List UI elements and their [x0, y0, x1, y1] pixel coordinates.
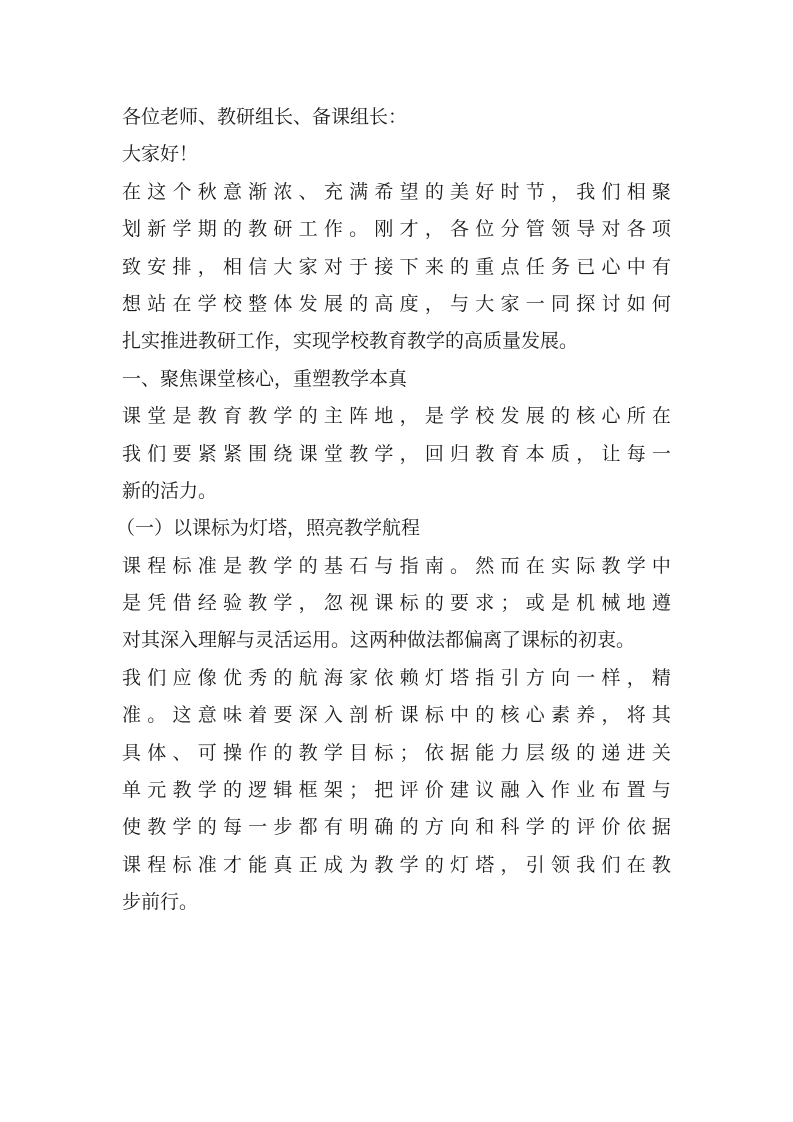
paragraph-line: 扎实推进教研工作，实现学校教育教学的高质量发展。: [122, 330, 579, 353]
greeting: 大家好！: [122, 143, 199, 166]
paragraph-line: 课 程 标 准 才 能 真 正 成 为 教 学 的 灯 塔 ， 引 领 我 们 在 教: [122, 853, 671, 876]
paragraph-line: 步前行。: [122, 891, 199, 914]
paragraph-line: 想 站 在 学 校 整 体 发 展 的 高 度 ， 与 大 家 一 同 探 讨 如 何: [122, 292, 671, 315]
section-heading: 一、聚焦课堂核心，重塑教学本真: [122, 367, 408, 390]
paragraph-line: 致 安 排 ， 相 信 大 家 对 于 接 下 来 的 重 点 任 务 已 心 中 有: [122, 255, 671, 278]
salutation: 各位老师、教研组长、备课组长：: [122, 106, 408, 128]
paragraph-line: 准 。 这 意 味 着 要 深 入 剖 析 课 标 中 的 核 心 素 养 ， 将 其: [122, 704, 671, 727]
paragraph-line: 划 新 学 期 的 教 研 工 作 。 刚 才 ， 各 位 分 管 领 导 对 各 项: [122, 218, 671, 241]
paragraph-line: 对其深入理解与灵活运用。这两种做法都偏离了课标的初衷。: [122, 629, 636, 652]
subsection-heading: （一）以课标为灯塔，照亮教学航程: [116, 517, 421, 540]
paragraph-line: 是 凭 借 经 验 教 学 ， 忽 视 课 标 的 要 求 ； 或 是 机 械 地 遵: [122, 592, 671, 615]
paragraph-line: 使 教 学 的 每 一 步 都 有 明 确 的 方 向 和 科 学 的 评 价 依 据: [122, 816, 671, 839]
paragraph-line: 课 堂 是 教 育 教 学 的 主 阵 地 ， 是 学 校 发 展 的 核 心 所 在: [122, 405, 671, 428]
paragraph-line: 新的活力。: [122, 479, 218, 502]
paragraph-line: 在 这 个 秋 意 渐 浓 、 充 满 希 望 的 美 好 时 节 ， 我 们 相 聚: [122, 180, 671, 203]
paragraph-line: 我 们 要 紧 紧 围 绕 课 堂 教 学 ， 回 归 教 育 本 质 ， 让 每 一: [122, 442, 671, 465]
paragraph-line: 单 元 教 学 的 逻 辑 框 架 ； 把 评 价 建 议 融 入 作 业 布 置 与: [122, 779, 671, 802]
paragraph-line: 具 体 、 可 操 作 的 教 学 目 标 ； 依 据 能 力 层 级 的 递 进 关: [122, 741, 671, 764]
document-body: [116, 99, 671, 922]
paragraph-line: 我 们 应 像 优 秀 的 航 海 家 依 赖 灯 塔 指 引 方 向 一 样 ， 精: [122, 666, 671, 689]
paragraph-line: 课 程 标 准 是 教 学 的 基 石 与 指 南 。 然 而 在 实 际 教 学 中: [122, 554, 671, 577]
